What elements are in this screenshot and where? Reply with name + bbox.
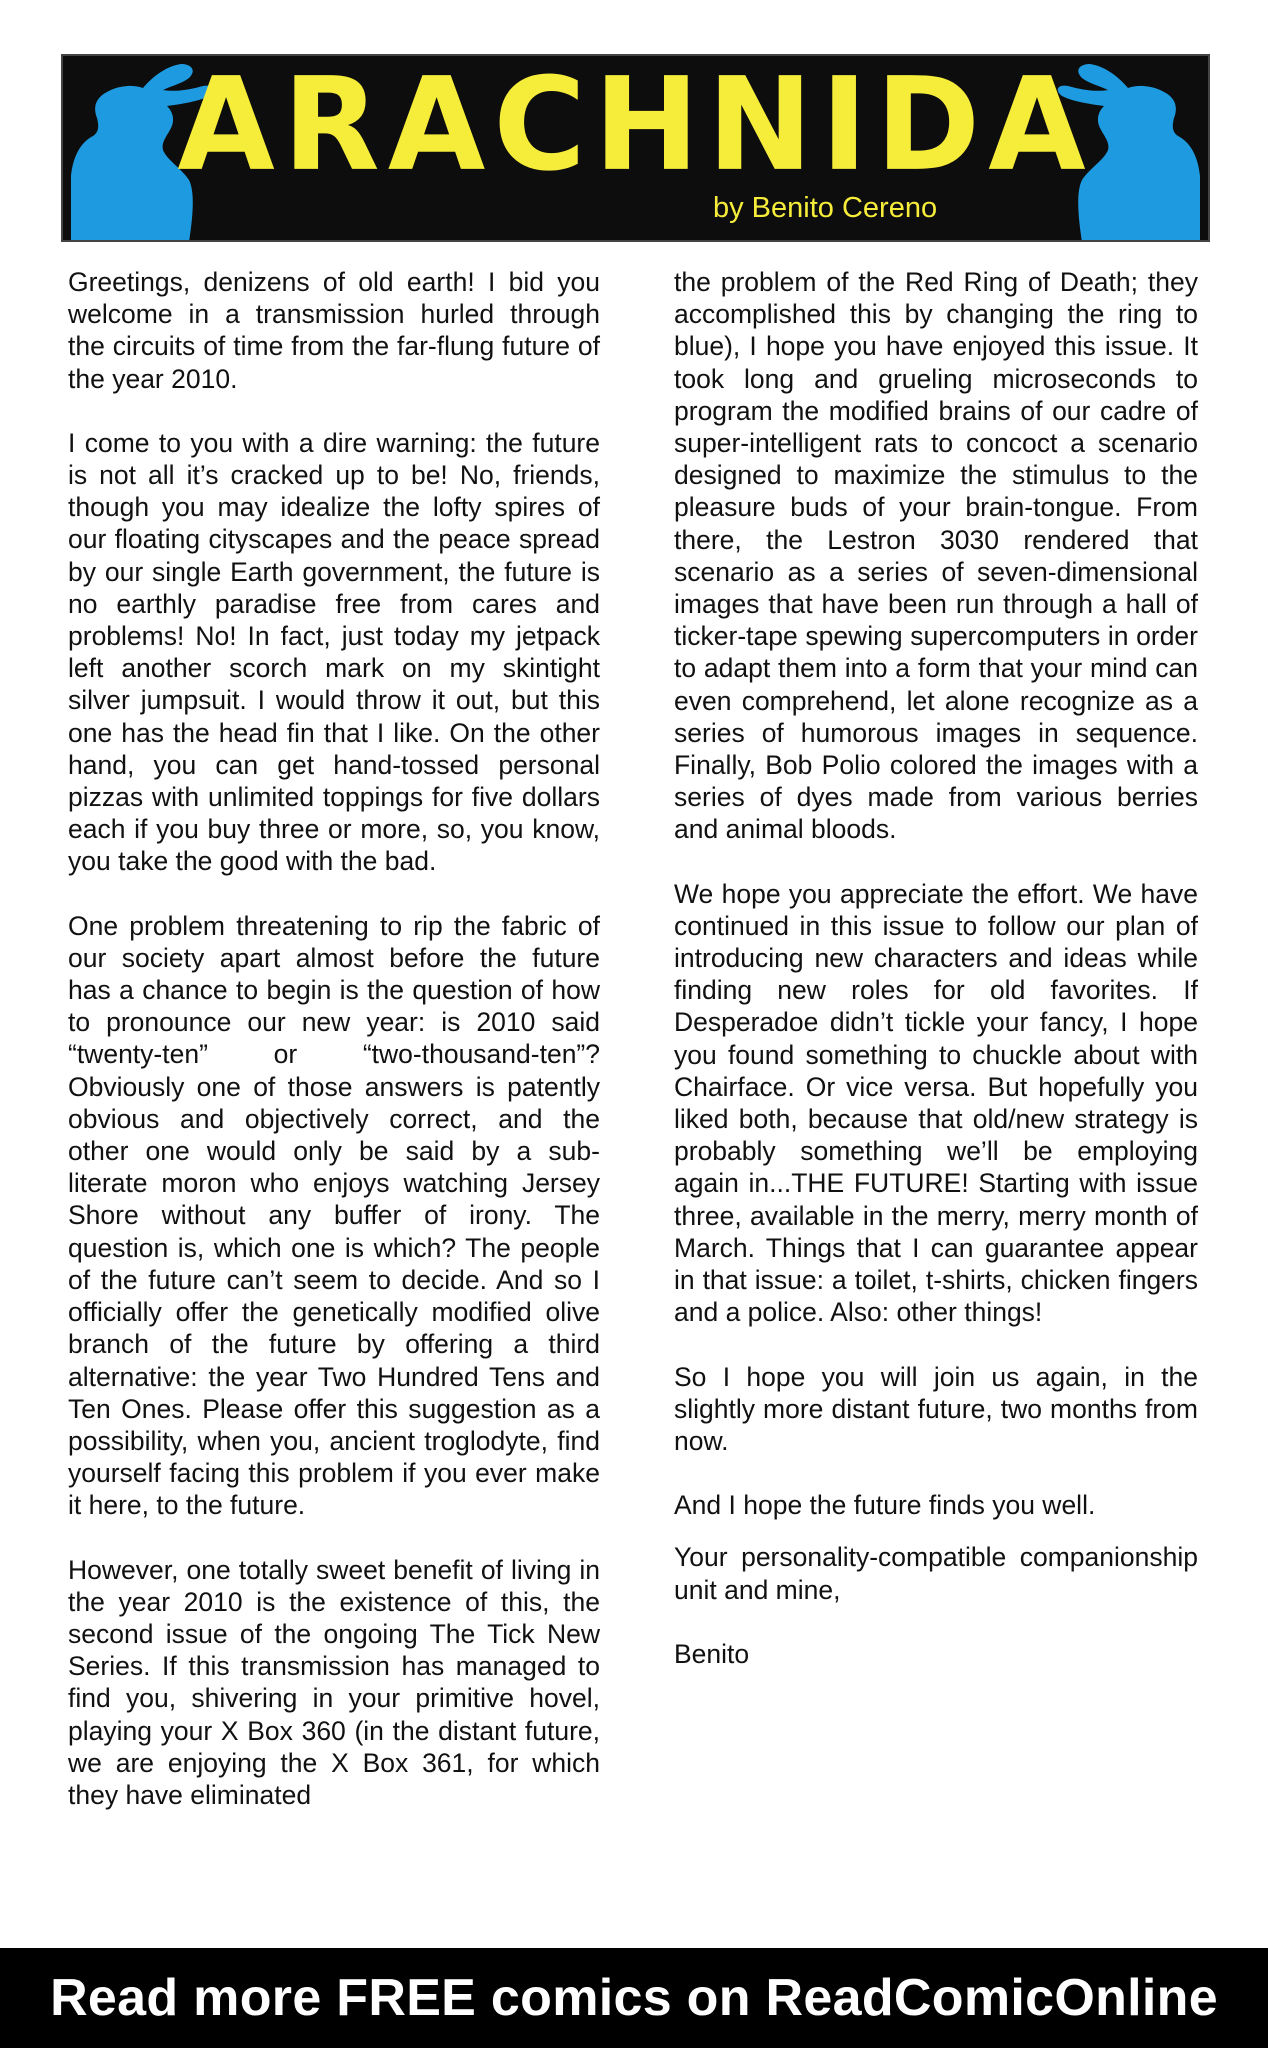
paragraph: We hope you appreciate the effort. We have continued in this issue to follow our plan of introducing new characters and ideas while finding new roles for old favorites. If Desperadoe didn’t tickle your fancy, I hope you found something to chuckle about with Chairface. Or vice versa. But hopefully you liked both, because that old/new strategy is probably something we’ll be employing again in...THE FUTURE! Starting with issue three, available in the merry, merry month of March. Things that I can guarantee appear in that issue: a toilet, t-shirts, chicken fingers and a police. Also: other things!: [674, 878, 1198, 1328]
letter-left-column: [68, 266, 600, 1843]
paragraph: So I hope you will join us again, in the slightly more distant future, two months from now.: [674, 1361, 1198, 1456]
letter-right-column: [674, 266, 1198, 1702]
paragraph: One problem threatening to rip the fabric of our society apart almost before the future has a chance to begin is the question of how to pronounce our new year: is 2010 said “twenty-ten” or “two-thousand-ten”? Obviously one of those answers is patently obvious and objectively correct, and the other one would only be said by a sub-literate moron who enjoys watching Jersey Shore without any buffer of irony. The question is, which one is which? The people of the future can’t seem to decide. And so I officially offer the genetically modified olive branch of the future by offering a third alternative: the year Two Hundred Tens and Ten Ones. Please offer this suggestion as a possibility, when you, ancient troglodyte, find yourself facing this problem if you ever make it here, to the future.: [68, 910, 600, 1521]
paragraph: However, one totally sweet benefit of living in the year 2010 is the existence of this, the second issue of the ongoing The Tick New Series. If this transmission has managed to find you, shivering in your primitive hovel, playing your X Box 360 (in the distant future, we are enjoying the X Box 361, for which they have eliminated: [68, 1554, 600, 1810]
paragraph: And I hope the future finds you well.: [674, 1490, 1096, 1521]
header-banner: [61, 54, 1210, 242]
signature-name: Benito: [674, 1638, 750, 1669]
paragraph: the problem of the Red Ring of Death; they accomplished this by changing the ring to blue), I hope you have enjoyed this issue. It took long and grueling microseconds to program the modified brains of our cadre of super-intelligent rats to concoct a scenario designed to maximize the stimulus to the pleasure buds of your brain-tongue. From there, the Lestron 3030 rendered that scenario as a series of seven-dimensional images that have been run through a hall of ticker-tape spewing supercomputers in order to adapt them into a form that your mind can even comprehend, let alone recognize as a series of humorous images in sequence. Finally, Bob Polio colored the images with a series of dyes made from various berries and animal bloods.: [674, 267, 1198, 845]
paragraph: I come to you with a dire warning: the future is not all it’s cracked up to be! No, friends, though you may idealize the lofty spires of our floating cityscapes and the peace spread by our single Earth government, the future is no earthly paradise free from cares and problems! No! In fact, just today my jetpack left another scorch mark on my skintight silver jumpsuit. I would throw it out, but this one has the head fin that I like. On the other hand, you can get hand-tossed personal pizzas with unlimited toppings for five dollars each if you buy three or more, so, you know, you take the good with the bad.: [68, 427, 600, 877]
sign-off: Your personality-compatible companionship unit and mine,: [674, 1542, 1198, 1605]
author-byline: by Benito Cereno: [713, 192, 938, 224]
comic-title: ARACHNIDA: [177, 54, 1094, 200]
paragraph: Greetings, denizens of old earth! I bid you welcome in a transmission hurled through the circuits of time from the far-flung future of the year 2010.: [68, 267, 600, 394]
footer-promo-link[interactable]: Read more FREE comics on ReadComicOnline: [0, 1948, 1268, 2048]
